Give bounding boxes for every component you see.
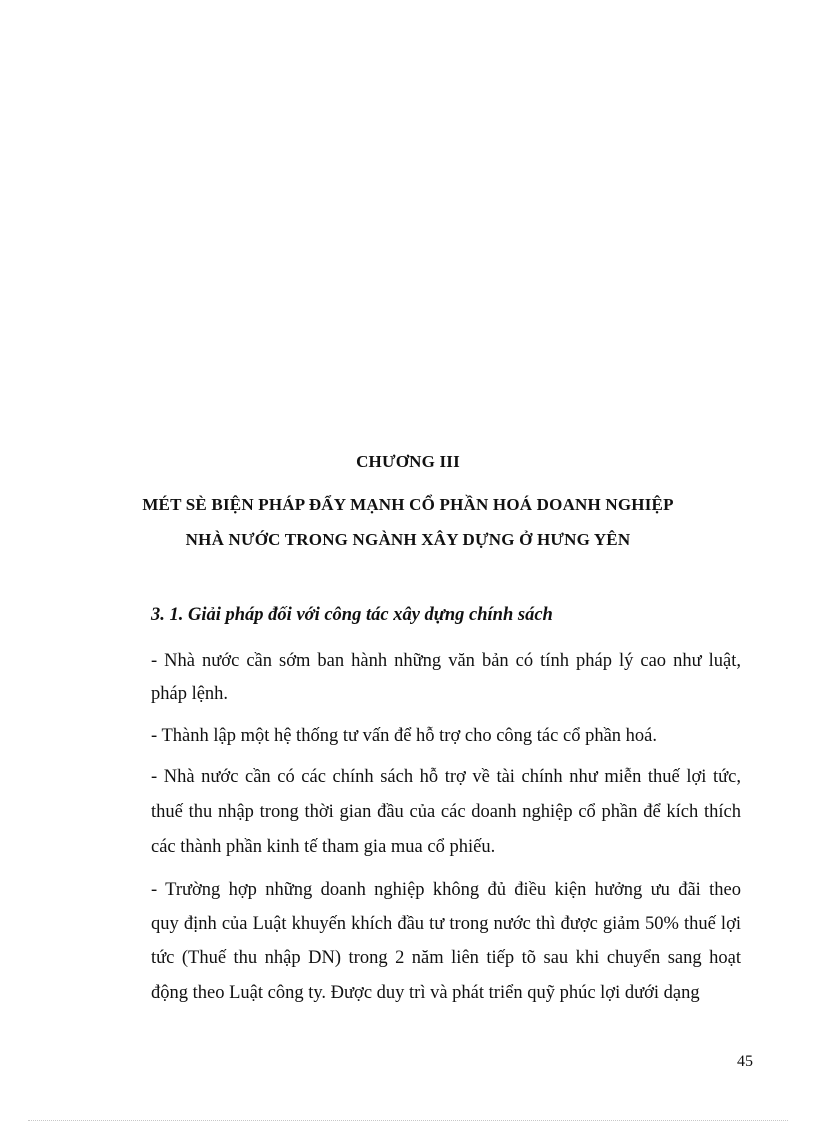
paragraph-4-line-4: động theo Luật công ty. Được duy trì và phát triển quỹ phúc lợi dưới dạng <box>151 983 700 1003</box>
paragraph-3-line-3: các thành phần kinh tế tham gia mua cổ phiếu. <box>151 837 496 857</box>
paragraph-4-line-2: quy định của Luật khuyến khích đầu tư trong nước thì được giảm 50% thuế lợi <box>151 914 741 934</box>
footer-divider <box>28 1120 788 1121</box>
paragraph-3-line-2: thuế thu nhập trong thời gian đầu của các doanh nghiệp cổ phần để kích thích <box>151 802 741 822</box>
section-heading: 3. 1. Giải pháp đối với công tác xây dựng chính sách <box>151 605 553 625</box>
paragraph-1-line-1: - Nhà nước cần sớm ban hành những văn bản có tính pháp lý cao như luật, <box>151 651 741 671</box>
page-number: 45 <box>737 1053 753 1070</box>
chapter-title-line-1: MÉT SÈ BIỆN PHÁP ĐẨY MẠNH CỔ PHẦN HOÁ DOANH NGHIỆP <box>142 495 674 514</box>
paragraph-3-line-1: - Nhà nước cần có các chính sách hỗ trợ về tài chính như miễn thuế lợi tức, <box>151 767 741 787</box>
paragraph-4-line-1: - Trường hợp những doanh nghiệp không đủ điều kiện hưởng ưu đãi theo <box>151 880 741 900</box>
paragraph-1-line-2: pháp lệnh. <box>151 684 229 704</box>
paragraph-4-line-3: tức (Thuế thu nhập DN) trong 2 năm liên tiếp tõ sau khi chuyển sang hoạt <box>151 948 741 968</box>
chapter-number: CHƯƠNG III <box>356 452 460 471</box>
chapter-title-line-2: NHÀ NƯỚC TRONG NGÀNH XÂY DỰNG Ở HƯNG YÊN <box>185 530 631 549</box>
paragraph-2-line-1: - Thành lập một hệ thống tư vấn để hỗ trợ cho công tác cổ phần hoá. <box>151 726 657 746</box>
